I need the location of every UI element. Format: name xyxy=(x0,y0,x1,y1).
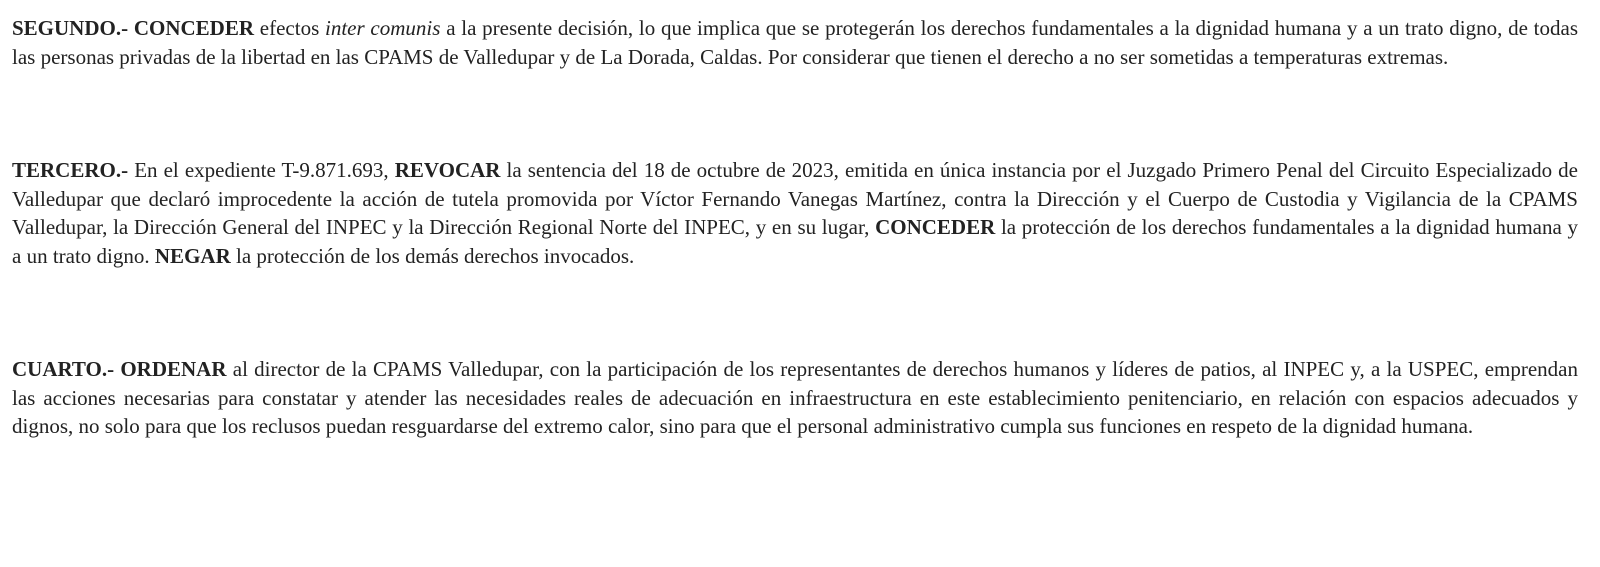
paragraph-text: al director de la CPAMS Valledupar, con la participación de los representantes de derechos humanos y líderes de patios, al INPEC y, a la USPEC, emprendan las acciones necesarias para constatar y atender las necesidades reales de adecuación en infraestructura en este establecimiento penitenciario, en relación con espacios adecuados y dignos, no solo para que los reclusos puedan resguardarse del extremo calor, sino para que el personal administrativo cumpla sus funciones en respeto de la dignidad humana. xyxy=(12,357,1578,438)
ordinal-heading: SEGUNDO.- CONCEDER xyxy=(12,16,255,40)
ruling-verb: NEGAR xyxy=(154,243,231,268)
paragraph-text: la protección de los demás derechos invocados. xyxy=(230,243,635,268)
document-page xyxy=(12,14,1578,441)
ruling-verb: REVOCAR xyxy=(394,158,501,182)
paragraph-text: la protección de los derechos fundamentales a la dignidad humana y a un trato digno. xyxy=(12,215,1578,268)
latin-term: inter comunis xyxy=(325,16,441,40)
resolution-paragraph-cuarto xyxy=(12,355,1578,441)
paragraph-text: efectos xyxy=(254,16,326,40)
ordinal-heading: CUARTO.- ORDENAR xyxy=(12,357,227,381)
paragraph-text: En el expediente T-9.871.693, xyxy=(128,158,395,182)
ordinal-heading: TERCERO.- xyxy=(12,158,129,182)
paragraph-text: a la presente decisión, lo que implica que se protegerán los derechos fundamentales a la dignidad humana y a un trato digno, de todas las personas privadas de la libertad en las CPAMS de Valledupar y de La Dorada, Caldas. Por considerar que tienen el derecho a no ser sometidas a temperaturas extremas. xyxy=(12,16,1579,69)
ruling-verb: CONCEDER xyxy=(875,215,996,239)
resolution-paragraph-tercero xyxy=(12,156,1578,270)
paragraph-text: la sentencia del 18 de octubre de 2023, emitida en única instancia por el Juzgado Primero Penal del Circuito Especializado de Valledupar que declaró improcedente la acción de tutela promovida por Víctor Fernando Vanegas Martínez, contra la Dirección y el Cuerpo de Custodia y Vigilancia de la CPAMS Valledupar, la Dirección General del INPEC y la Dirección Regional Norte del INPEC, y en su lugar, xyxy=(12,158,1578,239)
resolution-paragraph-segundo xyxy=(12,14,1578,71)
